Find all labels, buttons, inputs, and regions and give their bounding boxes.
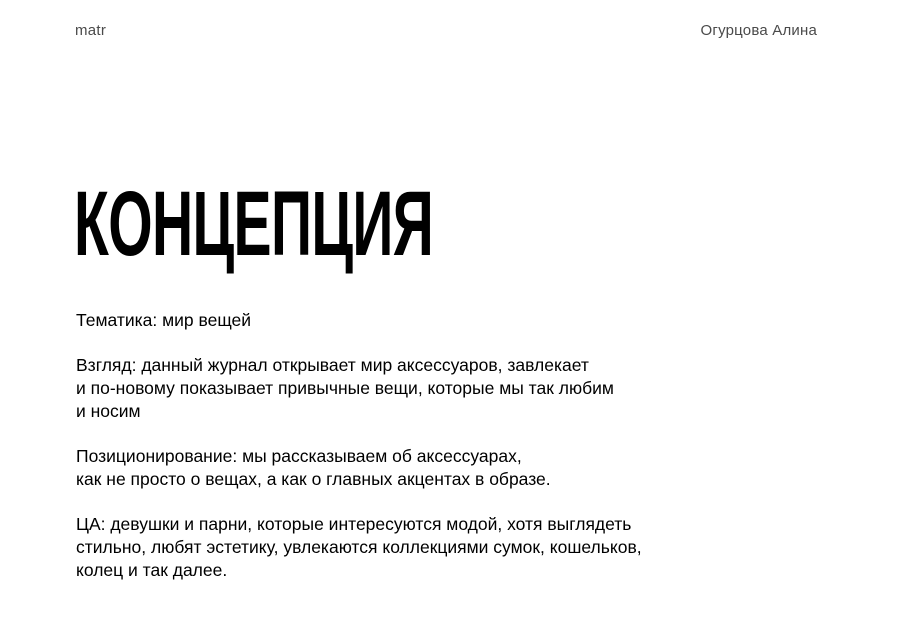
paragraph-theme: Тематика: мир вещей xyxy=(76,310,252,330)
page-title: КОНЦЕПЦИЯ xyxy=(74,173,434,275)
author-name: Огурцова Алина xyxy=(700,22,817,39)
concept-text xyxy=(76,309,816,604)
paragraph-positioning: Позиционирование: мы рассказываем об аксессуарах, как не просто о вещах, а как о главных акцентах в образе. xyxy=(76,446,551,489)
paragraph-target-audience: ЦА: девушки и парни, которые интересуются модой, хотя выглядеть стильно, любят эстетику, увлекаются коллекциями сумок, кошельков, колец и так далее. xyxy=(76,514,642,580)
paragraph-view: Взгляд: данный журнал открывает мир аксессуаров, завлекает и по-новому показывает привычные вещи, которые мы так любим и носим xyxy=(76,355,614,421)
brand-name: matr xyxy=(75,22,107,39)
